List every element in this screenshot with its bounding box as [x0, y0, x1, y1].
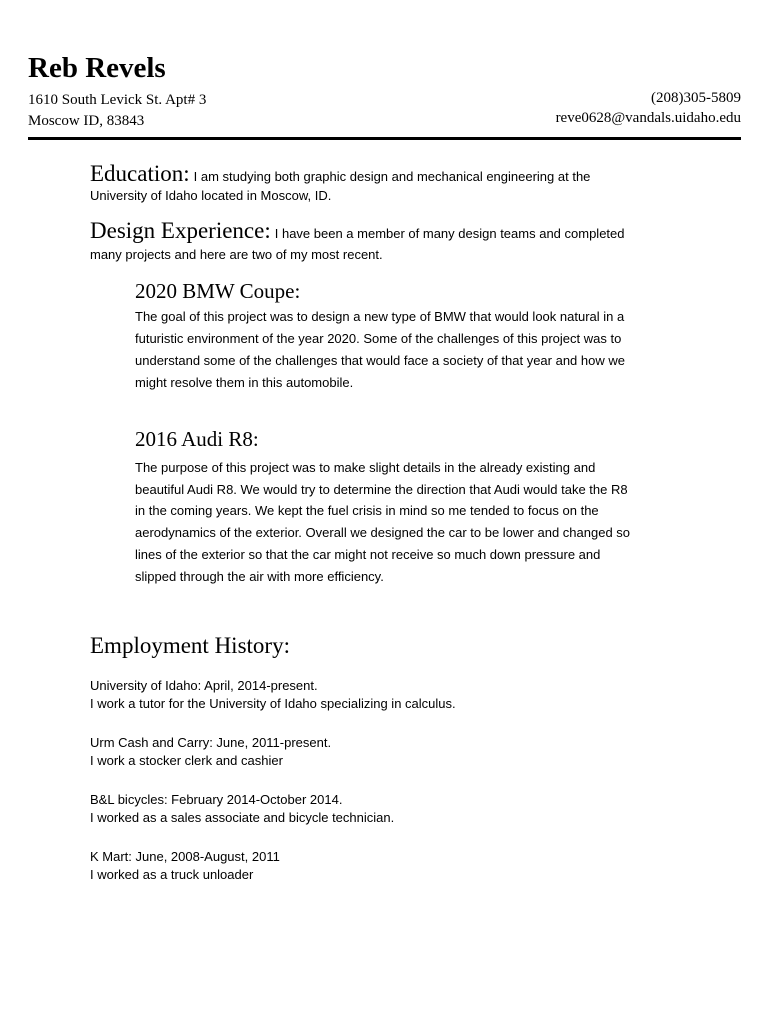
job-title: University of Idaho: April, 2014-present.: [90, 678, 318, 693]
address-line-2: Moscow ID, 83843: [28, 113, 145, 129]
header-divider: [28, 137, 741, 140]
address-line-1: 1610 South Levick St. Apt# 3: [28, 92, 207, 108]
job-title: Urm Cash and Carry: June, 2011-present.: [90, 735, 332, 750]
project-text-line: slipped through the air with more efficiency.: [135, 569, 384, 584]
project-text-line: aerodynamics of the exterior. Overall we designed the car to be lower and changed so: [135, 525, 631, 540]
education-section: [90, 160, 690, 188]
job-description: I worked as a sales associate and bicycle technician.: [90, 810, 395, 825]
project-text-line: lines of the exterior so that the car might not receive so much down pressure and: [135, 547, 601, 562]
job-title: K Mart: June, 2008-August, 2011: [90, 849, 280, 864]
project-text-line: beautiful Audi R8. We would try to determine the direction that Audi would take the R8: [135, 482, 628, 497]
project-text-line: The goal of this project was to design a new type of BMW that would look natural in a: [135, 309, 625, 324]
project-text-line: in the coming years. We kept the fuel crisis in mind so me tended to focus on the: [135, 503, 599, 518]
education-heading: Education:: [90, 161, 190, 186]
job-description: I work a stocker clerk and cashier: [90, 753, 283, 768]
employment-heading: Employment History:: [90, 633, 290, 658]
design-experience-text-line-1: I have been a member of many design teams and completed: [274, 226, 625, 241]
job-description: I worked as a truck unloader: [90, 867, 254, 882]
resume-name: Reb Revels: [28, 52, 166, 84]
design-experience-text-line-2: many projects and here are two of my most recent.: [90, 247, 383, 262]
project-text-line: understand some of the challenges that would face a society of that year and how we: [135, 353, 625, 368]
project-text-line: The purpose of this project was to make slight details in the already existing and: [135, 460, 596, 475]
phone-number: (208)305-5809: [651, 90, 741, 106]
design-experience-heading: Design Experience:: [90, 218, 271, 243]
education-text-line-1: I am studying both graphic design and mechanical engineering at the: [193, 169, 591, 184]
project-title-bmw: 2020 BMW Coupe:: [135, 279, 301, 303]
project-text-line: might resolve them in this automobile.: [135, 375, 354, 390]
project-title-audi: 2016 Audi R8:: [135, 427, 259, 451]
design-experience-section: [90, 217, 690, 245]
project-text-line: futuristic environment of the year 2020. Some of the challenges of this project was to: [135, 331, 622, 346]
education-text-line-2: University of Idaho located in Moscow, ID.: [90, 188, 332, 203]
email-address: reve0628@vandals.uidaho.edu: [555, 110, 741, 126]
job-title: B&L bicycles: February 2014-October 2014.: [90, 792, 343, 807]
job-description: I work a tutor for the University of Idaho specializing in calculus.: [90, 696, 456, 711]
